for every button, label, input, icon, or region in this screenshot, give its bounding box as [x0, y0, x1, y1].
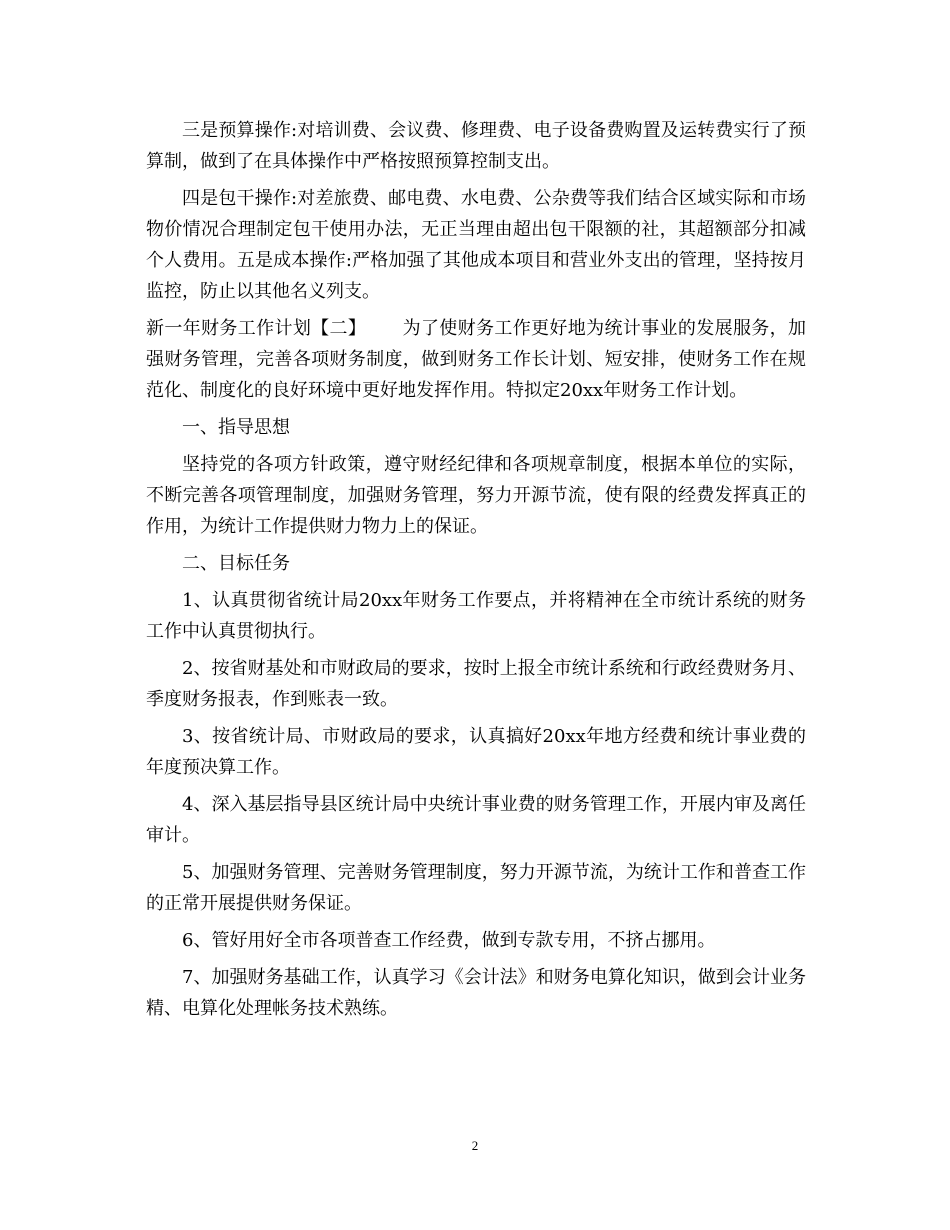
- plan-intro-paragraph: [146, 313, 806, 406]
- section-body-guiding-ideology: 坚持党的各项方针政策，遵守财经纪律和各项规章制度，根据本单位的实际，不断完善各项管理制度，加强财务管理，努力开源节流，使有限的经费发挥真正的作用，为统计工作提供财力物力上的保证。: [146, 454, 806, 537]
- page-number: 2: [471, 1138, 479, 1153]
- plan-intro-text: 为了使财务工作更好地为统计事业的发展服务，加强财务管理，完善各项财务制度，做到财务工作长计划、短安排，使财务工作在规范化、制度化的良好环境中更好地发挥作用。特拟定20xx年财务工作计划。: [146, 318, 806, 401]
- plan-heading: 新一年财务工作计划【二】: [146, 318, 367, 339]
- task-item-2: 2、按省财基处和市财政局的要求，按时上报全市统计系统和行政经费财务月、季度财务报表，作到账表一致。: [146, 658, 806, 710]
- task-item-3: 3、按省统计局、市财政局的要求，认真搞好20xx年地方经费和统计事业费的年度预决算工作。: [146, 726, 806, 778]
- paragraph-contract-operation: 四是包干操作:对差旅费、邮电费、水电费、公杂费等我们结合区域实际和市场物价情况合理制定包干使用办法，无正当理由超出包干限额的社，其超额部分扣减个人费用。五是成本操作:严格加强了其他成本项目和营业外支出的管理，坚持按月监控，防止以其他名义列支。: [146, 188, 806, 302]
- paragraph-budget-operation: 三是预算操作:对培训费、会议费、修理费、电子设备费购置及运转费实行了预算制，做到了在具体操作中严格按照预算控制支出。: [146, 120, 806, 172]
- section-title-guiding-ideology: 一、指导思想: [182, 417, 290, 438]
- task-item-4: 4、深入基层指导县区统计局中央统计事业费的财务管理工作，开展内审及离任审计。: [146, 794, 806, 846]
- document-body: [146, 115, 806, 1030]
- section-title-target-tasks: 二、目标任务: [182, 553, 290, 574]
- task-item-7: 7、加强财务基础工作，认真学习《会计法》和财务电算化知识，做到会计业务精、电算化处理帐务技术熟练。: [146, 967, 806, 1019]
- task-item-6: 6、管好用好全市各项普查工作经费，做到专款专用，不挤占挪用。: [182, 930, 716, 951]
- task-item-5: 5、加强财务管理、完善财务管理制度，努力开源节流，为统计工作和普查工作的正常开展提供财务保证。: [146, 862, 806, 914]
- task-item-1: 1、认真贯彻省统计局20xx年财务工作要点，并将精神在全市统计系统的财务工作中认真贯彻执行。: [146, 590, 806, 642]
